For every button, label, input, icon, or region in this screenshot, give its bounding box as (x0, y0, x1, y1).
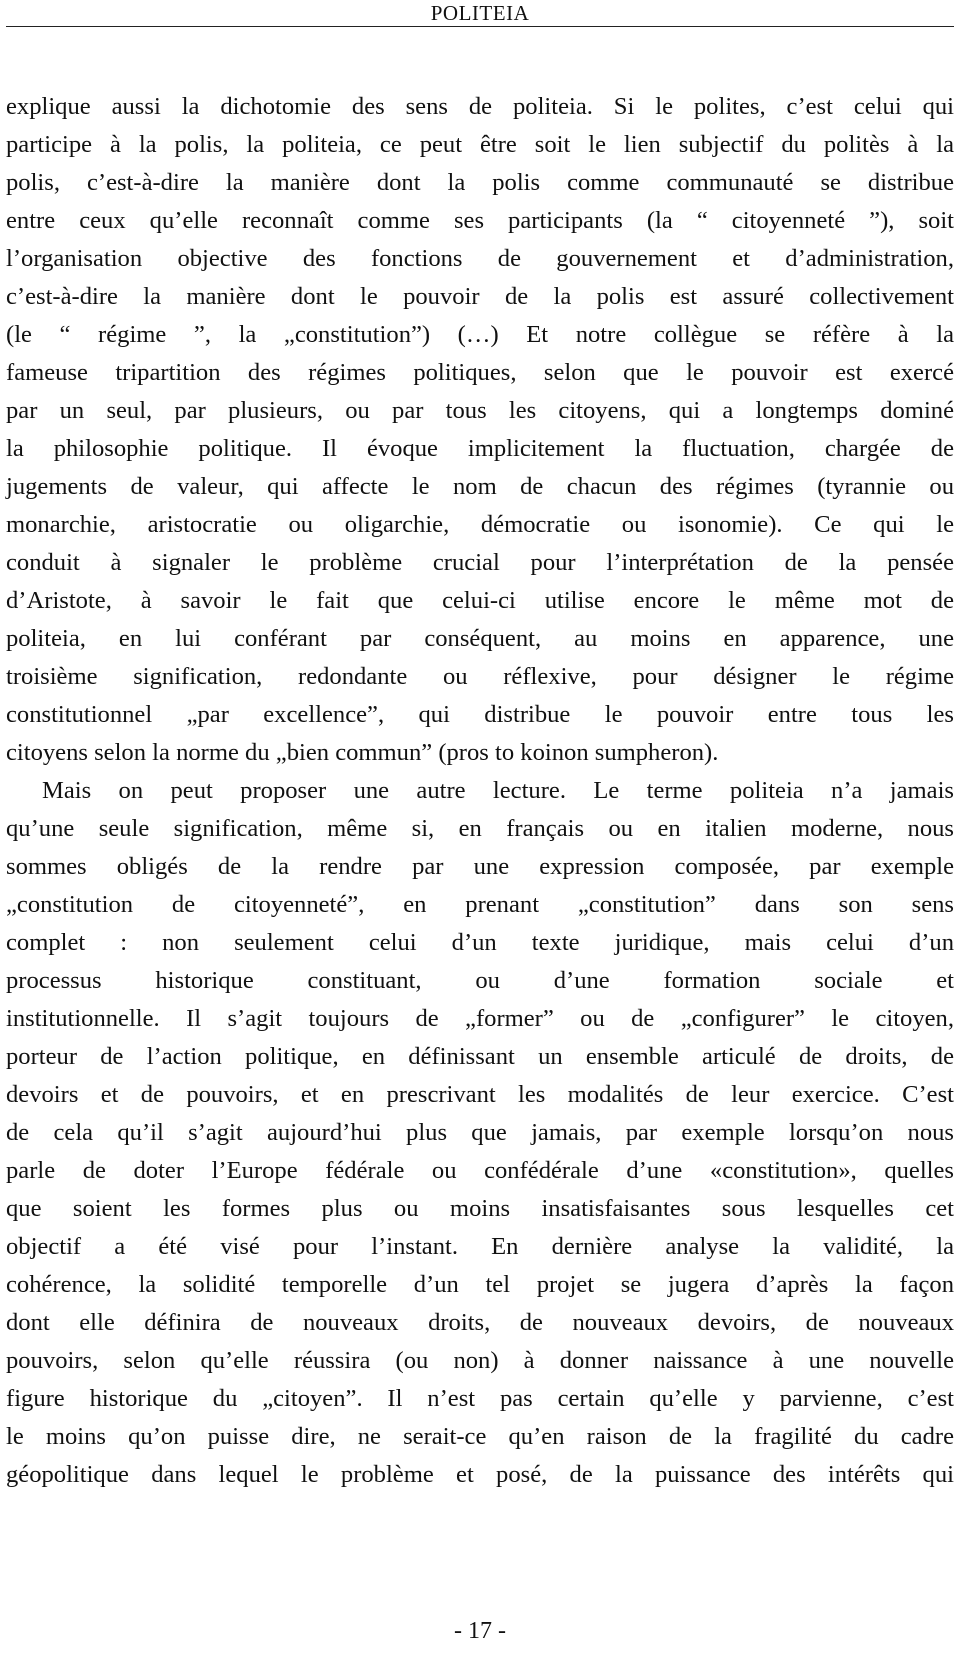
text-line: de cela qu’il s’agit aujourd’hui plus que jamais, par exemple lorsqu’on nous (6, 1119, 954, 1146)
text-line: constitutionnel „par excellence”, qui distribue le pouvoir entre tous les (6, 701, 954, 728)
text-line: Mais on peut proposer une autre lecture. Le terme politeia n’a jamais (42, 777, 954, 804)
text-line: monarchie, aristocratie ou oligarchie, démocratie ou isonomie). Ce qui le (6, 511, 954, 538)
text-line: conduit à signaler le problème crucial pour l’interprétation de la pensée (6, 549, 954, 576)
text-line: fameuse tripartition des régimes politiques, selon que le pouvoir est exercé (6, 359, 954, 386)
text-line: devoirs et de pouvoirs, et en prescrivant les modalités de leur exercice. C’est (6, 1081, 954, 1108)
text-line: politeia, en lui conférant par conséquent, au moins en apparence, une (6, 625, 954, 652)
text-line: „constitution de citoyenneté”, en prenant „constitution” dans son sens (6, 891, 954, 918)
running-header (6, 0, 954, 27)
text-line: institutionnelle. Il s’agit toujours de „former” ou de „configurer” le citoyen, (6, 1005, 954, 1032)
text-line: explique aussi la dichotomie des sens de politeia. Si le polites, c’est celui qui (6, 93, 954, 120)
text-line: d’Aristote, à savoir le fait que celui-ci utilise encore le même mot de (6, 587, 954, 614)
paragraph (6, 88, 954, 772)
text-line: c’est-à-dire la manière dont le pouvoir de la polis est assuré collectivement (6, 283, 954, 310)
text-line: par un seul, par plusieurs, ou par tous les citoyens, qui a longtemps dominé (6, 397, 954, 424)
running-title: POLITEIA (430, 1, 530, 25)
paragraph (6, 772, 954, 1494)
text-line: figure historique du „citoyen”. Il n’est pas certain qu’elle y parvienne, c’est (6, 1385, 954, 1412)
text-line: géopolitique dans lequel le problème et posé, de la puissance des intérêts qui (6, 1461, 954, 1488)
text-line: entre ceux qu’elle reconnaît comme ses participants (la “ citoyenneté ”), soit (6, 207, 954, 234)
text-line: la philosophie politique. Il évoque implicitement la fluctuation, chargée de (6, 435, 954, 462)
text-line: pouvoirs, selon qu’elle réussira (ou non) à donner naissance à une nouvelle (6, 1347, 954, 1374)
text-line: citoyens selon la norme du „bien commun” (pros to koinon sumpheron). (6, 739, 719, 766)
text-line: le moins qu’on puisse dire, ne serait-ce qu’en raison de la fragilité du cadre (6, 1423, 954, 1450)
text-line: troisième signification, redondante ou réflexive, pour désigner le régime (6, 663, 954, 690)
text-line: polis, c’est-à-dire la manière dont la polis comme communauté se distribue (6, 169, 954, 196)
text-line: participe à la polis, la politeia, ce peut être soit le lien subjectif du politès à la (6, 131, 954, 158)
text-line: (le “ régime ”, la „constitution”) (…) Et notre collègue se réfère à la (6, 321, 954, 348)
text-line: jugements de valeur, qui affecte le nom de chacun des régimes (tyrannie ou (6, 473, 954, 500)
text-line: complet : non seulement celui d’un texte juridique, mais celui d’un (6, 929, 954, 956)
text-line: porteur de l’action politique, en définissant un ensemble articulé de droits, de (6, 1043, 954, 1070)
body-text (6, 88, 954, 1494)
text-line: objectif a été visé pour l’instant. En dernière analyse la validité, la (6, 1233, 954, 1260)
text-line: processus historique constituant, ou d’une formation sociale et (6, 967, 954, 994)
text-line: sommes obligés de la rendre par une expression composée, par exemple (6, 853, 954, 880)
page-number: - 17 - (454, 1618, 506, 1644)
text-line: dont elle définira de nouveaux droits, de nouveaux devoirs, de nouveaux (6, 1309, 954, 1336)
text-line: qu’une seule signification, même si, en français ou en italien moderne, nous (6, 815, 954, 842)
text-line: parle de doter l’Europe fédérale ou confédérale d’une «constitution», quelles (6, 1157, 954, 1184)
text-line: que soient les formes plus ou moins insatisfaisantes sous lesquelles cet (6, 1195, 954, 1222)
text-line: l’organisation objective des fonctions de gouvernement et d’administration, (6, 245, 954, 272)
text-line: cohérence, la solidité temporelle d’un tel projet se jugera d’après la façon (6, 1271, 954, 1298)
